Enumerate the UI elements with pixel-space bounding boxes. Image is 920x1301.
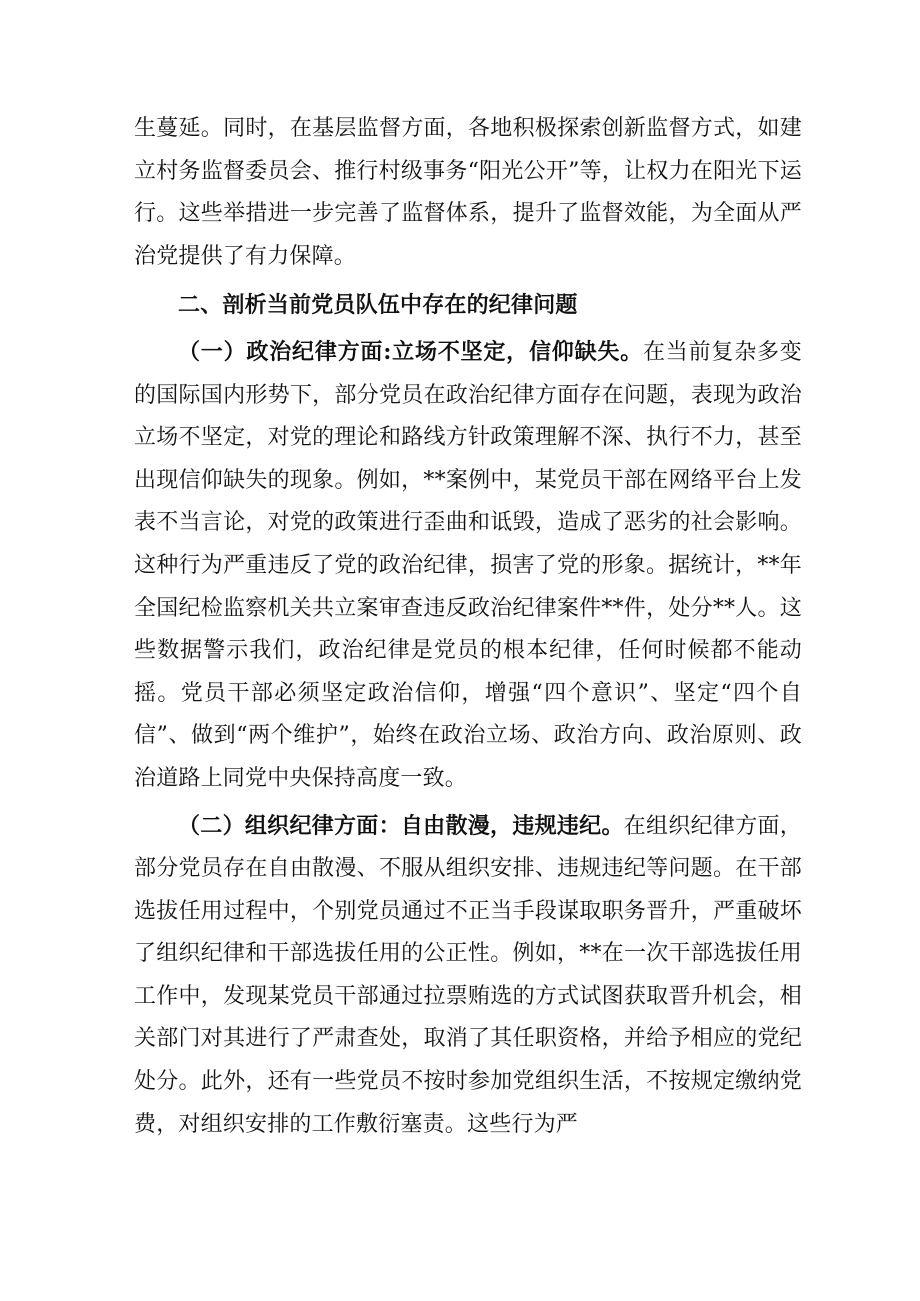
subsection-political-discipline — [134, 331, 802, 801]
section-heading: 二、剖析当前党员队伍中存在的纪律问题 — [178, 292, 578, 319]
subsection-body: 在组织纪律方面，部分党员存在自由散漫、不服从组织安排、违规违纪等问题。在干部选拔任用过程中，个别党员通过不正当手段谋取职务晋升，严重破坏了组织纪律和干部选拔任用的公正性。例如，**在一次干部选拔任用工作中，发现某党员干部通过拉票贿选的方式试图获取晋升机会，相关部门对其进行了严肃查处，取消了其任职资格，并给予相应的党纪处分。此外，还有一些党员不按时参加党组织生活，不按规定缴纳党费，对组织安排的工作敷衍塞责。这些行为严 — [134, 813, 802, 1137]
subsection-organizational-discipline — [134, 805, 802, 1147]
subsection-lead: （二）组织纪律方面：自由散漫，违规违纪。 — [178, 812, 624, 839]
subsection-body: 在当前复杂多变的国际国内形势下，部分党员在政治纪律方面存在问题，表现为政治立场不坚定，对党的理论和路线方针政策理解不深、执行不力，甚至出现信仰缺失的现象。例如，**案例中，某党员干部在网络平台上发表不当言论，对党的政策进行歪曲和诋毁，造成了恶劣的社会影响。这种行为严重违反了党的政治纪律，损害了党的形象。据统计，**年全国纪检监察机关共立案审查违反政治纪律案件**件，处分**人。这些数据警示我们，政治纪律是党员的根本纪律，任何时候都不能动摇。党员干部必须坚定政治信仰，增强“四个意识”、坚定“四个自信”、做到“两个维护”，始终在政治立场、政治方向、政治原则、政治道路上同党中央保持高度一致。 — [134, 339, 802, 791]
document-body — [134, 108, 802, 1146]
subsection-lead: （一）政治纪律方面:立场不坚定，信仰缺失。 — [178, 338, 643, 365]
paragraph-continued: 生蔓延。同时，在基层监督方面，各地积极探索创新监督方式，如建立村务监督委员会、推行村级事务“阳光公开”等，让权力在阳光下运行。这些举措进一步完善了监督体系，提升了监督效能，为全面从严治党提供了有力保障。 — [134, 116, 802, 269]
